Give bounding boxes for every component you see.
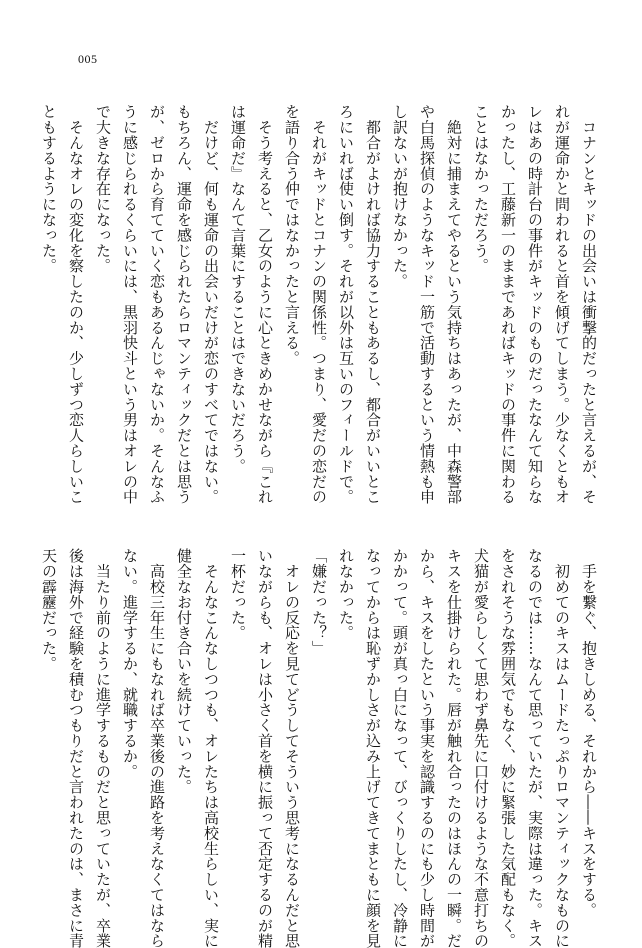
text-line: かかって。頭が真っ白になって、びっくりしたし、冷静に [391, 548, 409, 948]
text-line: そう考えると、乙女のように心ときめかせながら『これ [256, 104, 274, 505]
text-line: で大きな存在になった。 [94, 104, 112, 274]
text-line: 健全なお付き合いを続けていった。 [175, 548, 193, 795]
text-line: そんなオレの変化を察したのか、少しずつ恋人らしいこ [67, 104, 85, 505]
text-line: から、キスをしたという事実を認識するのにも少し時間が [418, 548, 436, 948]
lower-text-block [40, 548, 602, 948]
text-line: 高校三年生にもなれば卒業後の進路を考えなくてはなら [148, 548, 166, 948]
text-line: 天の霹靂だった。 [40, 548, 58, 672]
text-line: を語り合う仲ではなかったと言える。 [283, 104, 301, 366]
text-line: ともするようになった。 [40, 104, 58, 274]
text-line: それがキッドとコナンの関係性。つまり、愛だの恋だの [310, 104, 328, 505]
text-line: 「嫌だった？」 [310, 548, 328, 656]
text-line: 都合がよければ協力することもあるし、都合がいいとこ [364, 104, 382, 505]
text-line: 一杯だった。 [229, 548, 247, 641]
text-line: ろにいれば使い倒す。それが以外は互いのフィールドで。 [337, 104, 355, 505]
text-line: し訳ないが抱けなかった。 [391, 104, 409, 289]
text-line: キスを仕掛けられた。唇が触れ合ったのはほんの一瞬。だ [445, 548, 463, 948]
text-line: だけど、何も運命の出会いだけが恋のすべてではない。 [202, 104, 220, 505]
text-line: 初めてのキスはムードたっぷりロマンティックなものに [553, 548, 571, 948]
text-line: うに感じられるくらいには、黒羽快斗という男はオレの中 [121, 104, 139, 505]
text-line: コナンとキッドの出会いは衝撃的だったと言えるが、そ [580, 104, 598, 505]
text-line: ない。進学するか、就職するか。 [121, 548, 139, 779]
text-line: をされそうな雰囲気でもなく、妙に緊張した気配もなく。 [499, 548, 517, 948]
text-line: レはあの時計台の事件がキッドのものだったなんて知らな [526, 104, 544, 505]
text-line: れが運命かと問われると首を傾げてしまう。少なくともオ [553, 104, 571, 505]
upper-text-block [40, 104, 602, 505]
text-line: れなかった。 [337, 548, 355, 641]
text-line: なってからは恥ずかしさが込み上げてきてまともに顔を見 [364, 548, 382, 948]
text-line: 当たり前のように進学するものだと思っていたが、卒業 [94, 548, 112, 948]
text-line: 犬猫が愛らしくて思わず鼻先に口付けるような不意打ちの [472, 548, 490, 948]
text-line: が、ゼロから育てていく恋もあるんじゃないか。そんなふ [148, 104, 166, 505]
text-line: ことはなかっただろう。 [472, 104, 490, 274]
text-line: オレの反応を見てどうしてそういう思考になるんだと思 [283, 548, 301, 948]
text-line: 後は海外で経験を積むつもりだと言われたのは、まさに青 [67, 548, 85, 948]
text-line: や白馬探偵のようなキッド一筋で活動するという情熱も申 [418, 104, 436, 505]
text-line: 絶対に捕まえてやるという気持ちはあったが、中森警部 [445, 104, 463, 505]
page-number: 005 [78, 52, 98, 66]
text-line: いながらも、オレは小さく首を横に振って否定するのが精 [256, 548, 274, 948]
text-line: そんなこんなしつつも、オレたちは高校生らしい、実に [202, 548, 220, 948]
text-line: かったし、工藤新一のままであればキッドの事件に関わる [499, 104, 517, 505]
text-line: は運命だ』なんて言葉にすることはできないだろう。 [229, 104, 247, 474]
text-line: 手を繋ぐ、抱きしめる、それから――キスをする。 [580, 548, 598, 918]
text-line: もちろん、運命を感じられたらロマンティックだとは思う [175, 104, 193, 505]
text-line: なるのでは……なんて思っていたが、実際は違った。キス [526, 548, 544, 948]
